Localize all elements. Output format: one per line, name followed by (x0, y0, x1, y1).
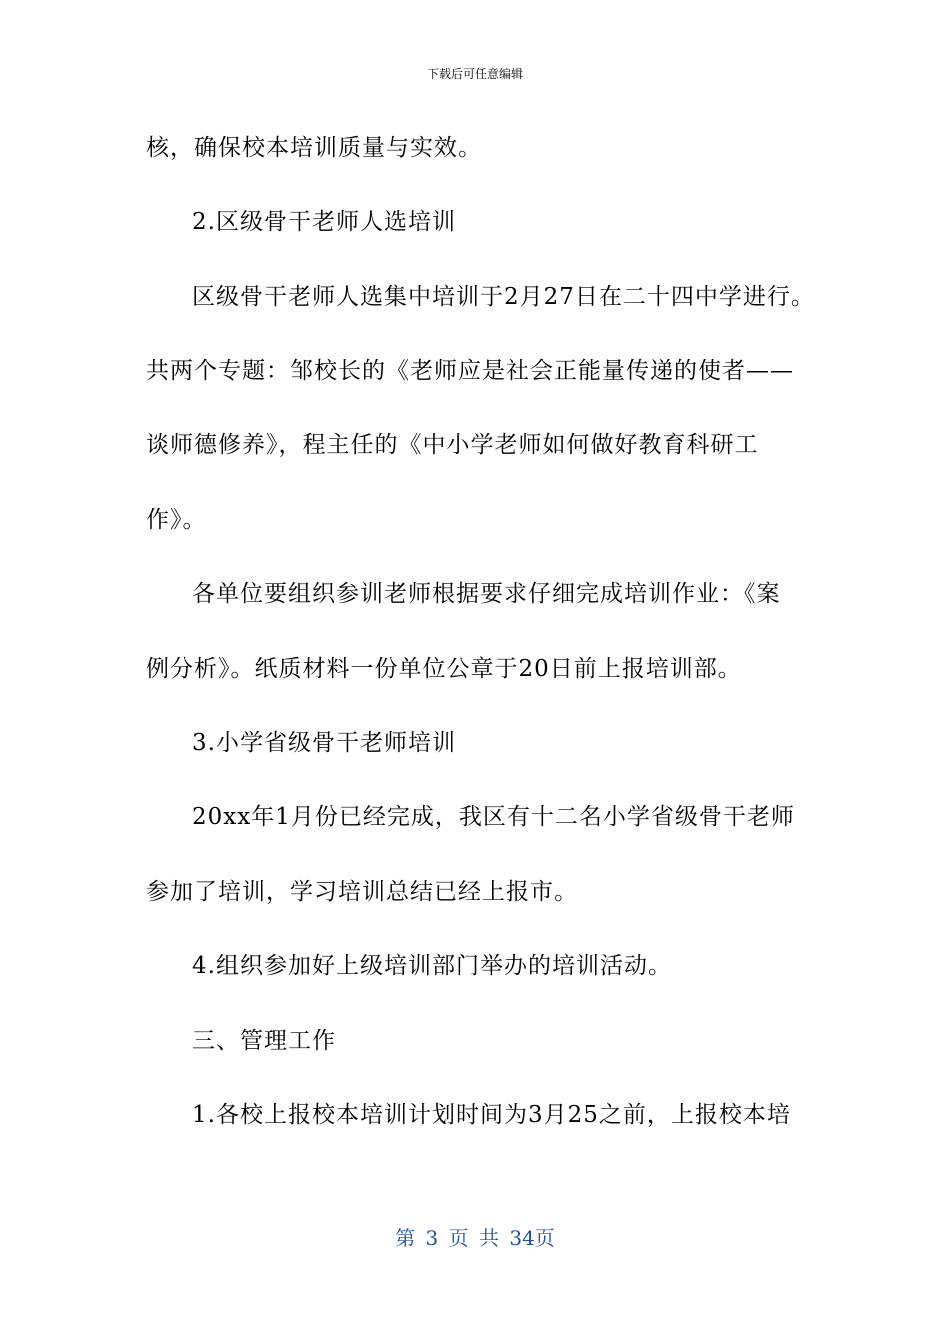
body-line: 4.组织参加好上级培训部门举办的培训活动。 (192, 953, 672, 979)
body-line: 3.小学省级骨干老师培训 (192, 730, 456, 756)
body-line: 作》。 (146, 507, 207, 533)
body-line: 区级骨干老师人选集中培训于2月27日在二十四中学进行。 (192, 284, 815, 310)
body-line: 核，确保校本培训质量与实效。 (146, 135, 482, 161)
body-line: 1.各校上报校本培训计划时间为3月25之前，上报校本培 (192, 1102, 791, 1128)
page-header-note: 下载后可任意编辑 (426, 67, 523, 81)
body-line: 2.区级骨干老师人选培训 (192, 209, 456, 235)
body-line: 例分析》。纸质材料一份单位公章于20日前上报培训部。 (146, 656, 742, 682)
body-line: 共两个专题：邹校长的《老师应是社会正能量传递的使者—— (146, 358, 794, 384)
body-line: 各单位要组织参训老师根据要求仔细完成培训作业：《案 (192, 581, 781, 607)
body-line: 三、管理工作 (192, 1028, 336, 1054)
page-number-footer: 第 3 页 共 34页 (395, 1226, 555, 1250)
body-line: 谈师德修养》，程主任的《中小学老师如何做好教育科研工 (146, 432, 759, 458)
body-line: 20xx年1月份已经完成，我区有十二名小学省级骨干老师 (192, 804, 795, 830)
body-line: 参加了培训，学习培训总结已经上报市。 (146, 879, 578, 905)
